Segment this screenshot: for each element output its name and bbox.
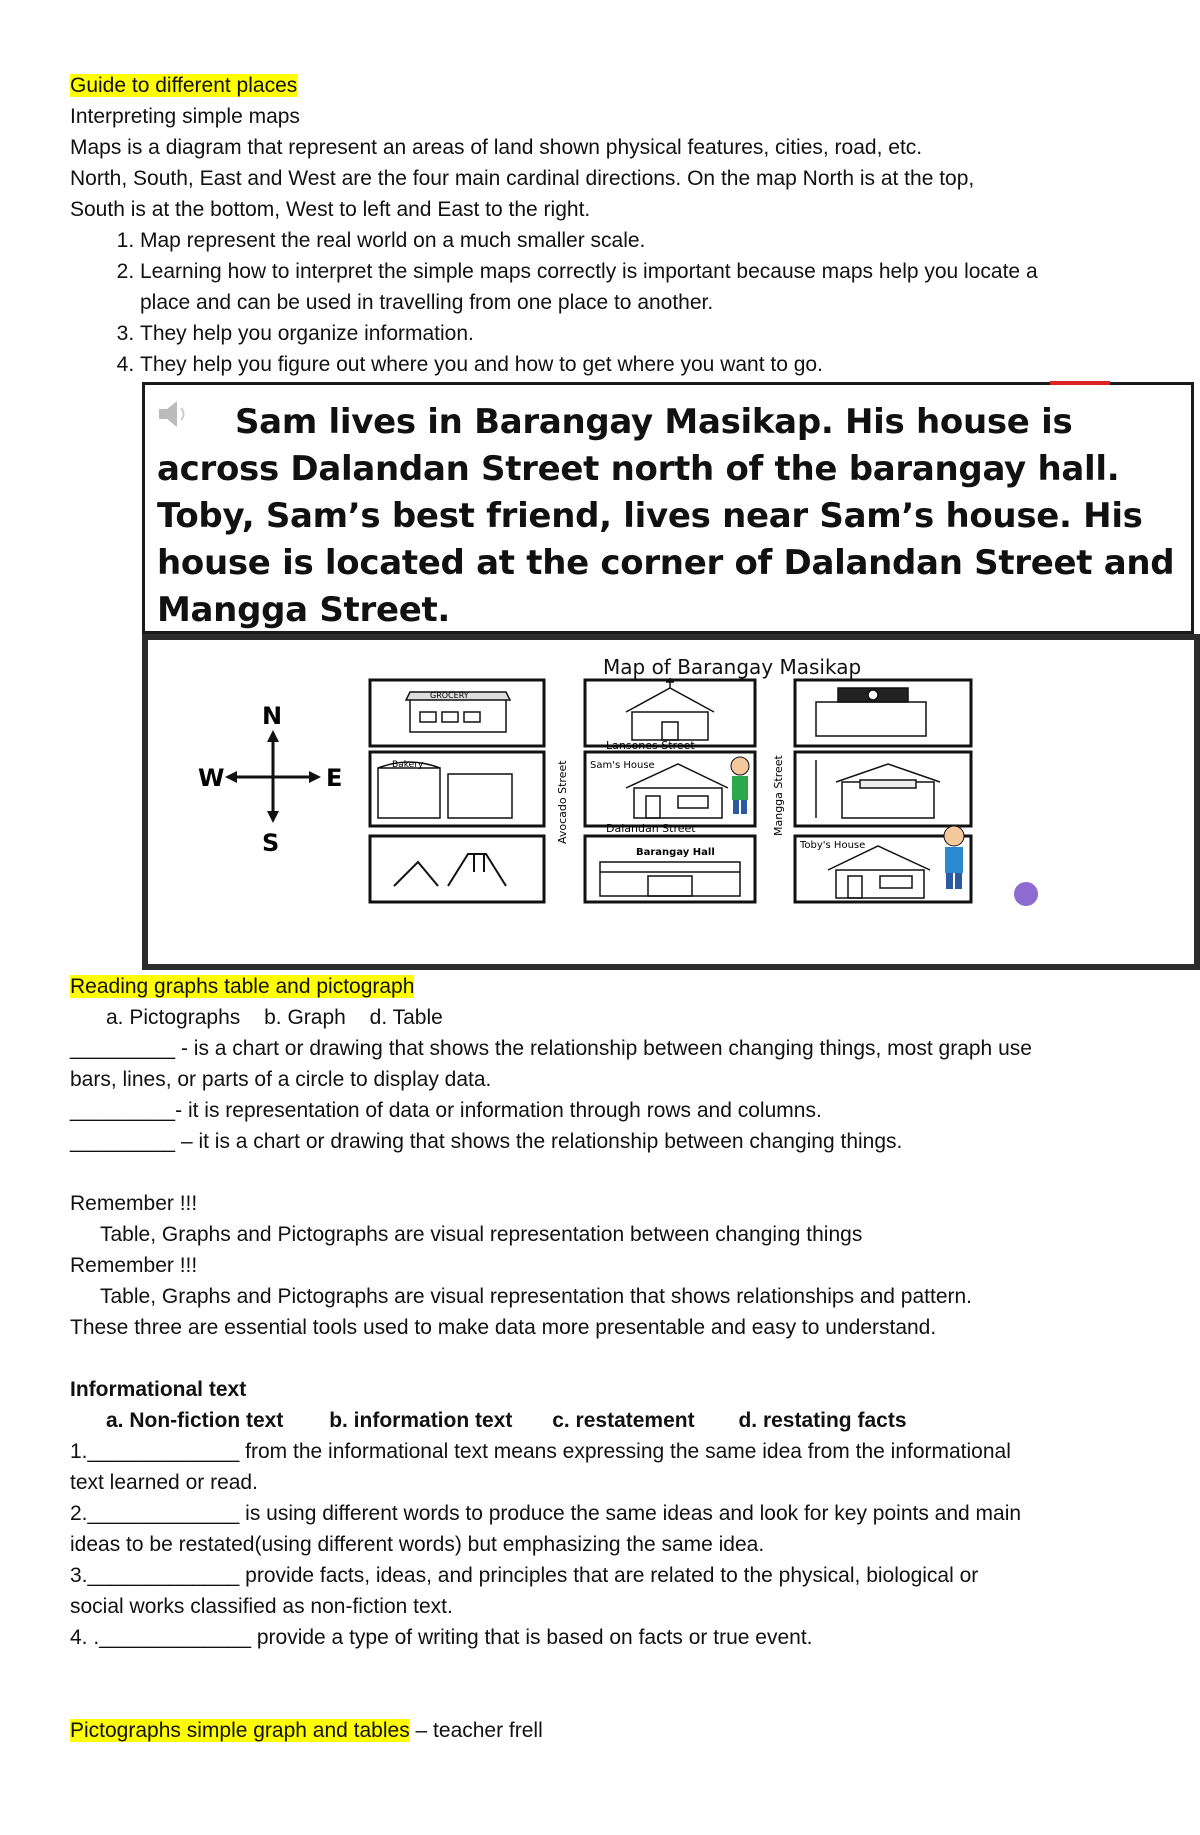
option-pictographs: a. Pictographs <box>106 1006 241 1029</box>
grocery-label: GROCERY <box>430 691 469 700</box>
map-figure <box>142 382 1200 970</box>
barangay-hall-label: Barangay Hall <box>636 847 715 858</box>
option-table: d. Table <box>369 1006 443 1029</box>
remember-2-text2: These three are essential tools used to make data more presentable and easy to understand. <box>70 1316 937 1339</box>
story-card <box>142 382 1194 634</box>
option-restatement: c. restatement <box>552 1409 695 1432</box>
list-item: 1. Map represent the real world on a much smaller scale. <box>140 225 1140 256</box>
section3-options <box>70 1405 1140 1436</box>
section3-q3b: social works classified as non-fiction text. <box>70 1595 453 1618</box>
mangga-street-label: Mangga Street <box>772 755 785 836</box>
avocado-street-label: Avocado Street <box>556 760 569 844</box>
list-item: 3. They help you organize information. <box>140 318 1140 349</box>
section3-q3a: 3._____________ provide facts, ideas, and principles that are related to the physical, biological or <box>70 1564 979 1587</box>
section3-q1a: 1._____________ from the informational text means expressing the same idea from the informational <box>70 1440 1011 1463</box>
section2-q1b: bars, lines, or parts of a circle to display data. <box>70 1068 492 1091</box>
section1-para2b: South is at the bottom, West to left and East to the right. <box>70 198 591 221</box>
remember-2: Remember !!! <box>70 1254 198 1277</box>
remember-1-text: Table, Graphs and Pictographs are visual representation between changing things <box>100 1223 863 1246</box>
section3-q2a: 2._____________ is using different words to produce the same ideas and look for key points and main <box>70 1502 1022 1525</box>
section2-heading: Reading graphs table and pictograph <box>70 975 415 998</box>
bakery-label: Bakery <box>392 760 424 770</box>
list-item: 4. They help you figure out where you and how to get where you want to go. <box>140 349 1140 380</box>
lansones-street-label: Lansones Street <box>606 739 695 752</box>
section4-heading: Pictographs simple graph and tables – teacher frell <box>70 1719 543 1742</box>
map-panel <box>142 634 1200 970</box>
sams-house-label: Sam's House <box>590 760 655 771</box>
section2-q3: _________ – it is a chart or drawing that shows the relationship between changing things. <box>70 1130 903 1153</box>
compass-east: E <box>326 764 343 792</box>
dalandan-street-label: Dalandan Street <box>606 822 696 835</box>
section3-q1b: text learned or read. <box>70 1471 258 1494</box>
barangay-map <box>148 640 1194 964</box>
section2-q1a: _________ - is a chart or drawing that shows the relationship between changing things, most graph use <box>70 1037 1032 1060</box>
map-facts-list <box>70 225 1140 380</box>
option-information-text: b. information text <box>329 1409 513 1432</box>
option-graph: b. Graph <box>264 1006 346 1029</box>
section2-options <box>70 1002 1140 1033</box>
section1-heading: Guide to different places <box>70 74 298 97</box>
compass-west: W <box>198 764 225 792</box>
section3-q4: 4. ._____________ provide a type of writing that is based on facts or true event. <box>70 1626 813 1649</box>
remember-2-text: Table, Graphs and Pictographs are visual representation that shows relationships and pattern. <box>100 1285 973 1308</box>
option-restating-facts: d. restating facts <box>738 1409 907 1432</box>
section1-para1: Maps is a diagram that represent an areas of land shown physical features, cities, road, etc. <box>70 136 923 159</box>
map-title: Map of Barangay Masikap <box>603 655 862 679</box>
publisher-logo <box>1014 882 1038 906</box>
section2-q2: _________- it is representation of data or information through rows and columns. <box>70 1099 822 1122</box>
compass-north: N <box>262 702 283 730</box>
compass-south: S <box>262 829 280 857</box>
list-item: 2. Learning how to interpret the simple maps correctly is important because maps help you locate a place and can be used in travelling from one place to another. <box>140 256 1080 318</box>
section1-subheading: Interpreting simple maps <box>70 105 300 128</box>
story-text: Sam lives in Barangay Masikap. His house is across Dalandan Street north of the barangay hall. Toby, Sam’s best friend, lives near Sam’s house. His house is located at the corner of Dalandan Street and Mangga Street. <box>157 402 1175 630</box>
option-non-fiction: a. Non-fiction text <box>106 1409 284 1432</box>
section3-heading: Informational text <box>70 1378 247 1401</box>
section1-para2a: North, South, East and West are the four main cardinal directions. On the map North is at the top, <box>70 167 975 190</box>
section3-q2b: ideas to be restated(using different words) but emphasizing the same idea. <box>70 1533 765 1556</box>
remember-1: Remember !!! <box>70 1192 198 1215</box>
tobys-house-label: Toby's House <box>800 840 866 851</box>
